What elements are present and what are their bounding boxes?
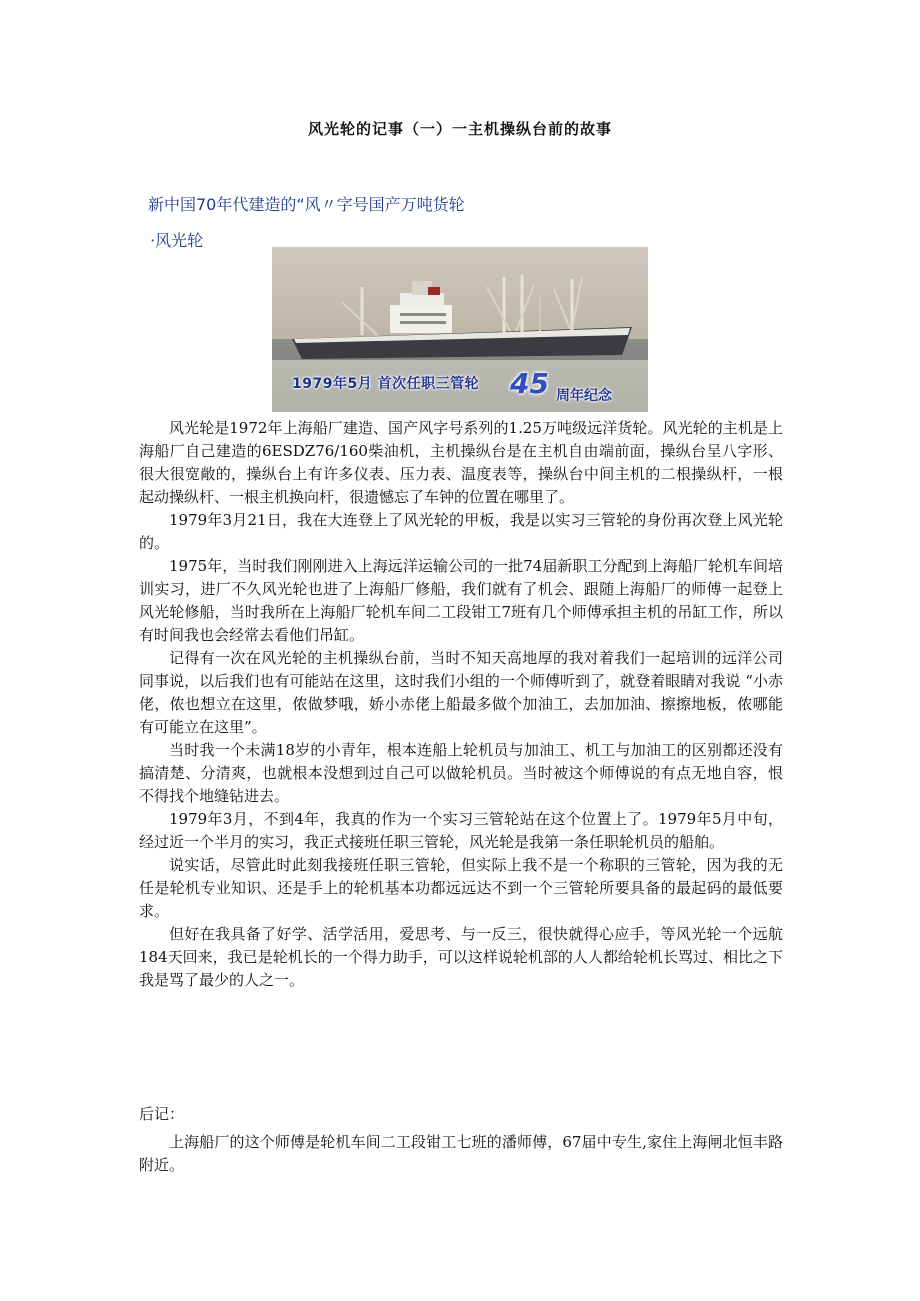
- afterword-paragraph: 上海船厂的这个师傅是轮机车间二工段钳工七班的潘师傅，67届中专生,家住上海闸北恒丰路附近。: [139, 1133, 783, 1174]
- paragraph: 说实话，尽管此时此刻我接班任职三管轮，但实际上我不是一个称职的三管轮，因为我的无任是轮机专业知识、还是手上的轮机基本功都远远达不到一个三管轮所要具备的最起码的最低要求。: [139, 856, 783, 920]
- paragraph: 风光轮是1972年上海船厂建造、国产风字号系列的1.25万吨级远洋货轮。风光轮的主机是上海船厂自己建造的6ESDZ76/160柴油机，主机操纵台是在主机自由端前面，操纵台呈八字形、很大很宽敞的，操纵台上有许多仪表、压力表、温度表等，操纵台中间主机的二根操纵杆，一根起动操纵杆、一根主机换向杆，很遗憾忘了车钟的位置在哪里了。: [139, 419, 783, 506]
- paragraph: 1979年3月，不到4年，我真的作为一个实习三管轮站在这个位置上了。1979年5月中旬，经过近一个半月的实习，我正式接班任职三管轮，风光轮是我第一条任职轮机员的船舶。: [139, 810, 783, 851]
- ship-photo: [272, 247, 648, 412]
- paragraph: 1979年3月21日，我在大连登上了风光轮的甲板，我是以实习三管轮的身份再次登上风光轮的。: [139, 511, 783, 552]
- paragraph: 1975年，当时我们刚刚进入上海远洋运输公司的一批74届新职工分配到上海船厂轮机车间培训实习，进厂不久风光轮也进了上海船厂修船，我们就有了机会、跟随上海船厂的师傅一起登上风光轮修船，当时我所在上海船厂轮机车间二工段钳工7班有几个师傅承担主机的吊缸工作，所以有时间我也会经常去看他们吊缸。: [139, 557, 783, 644]
- photo-banner-suffix: 周年纪念: [556, 388, 612, 404]
- paragraph: 记得有一次在风光轮的主机操纵台前，当时不知天高地厚的我对着我们一起培训的远洋公司同事说，以后我们也有可能站在这里，这时我们小组的一个师傅听到了，就登着眼睛对我说 “小赤佬，侬也想立在这里，侬做梦哦，娇小赤佬上船最多做个加油工，去加加油、擦擦地板，侬哪能有可能立在这里”。: [139, 649, 783, 736]
- photo-banner-text: 1979年5月 首次任职三管轮: [292, 376, 480, 392]
- photo-banner-number: 45: [510, 367, 549, 400]
- afterword: [139, 1131, 783, 1177]
- article-body: [139, 417, 783, 992]
- subtitle-line-2: ·风光轮: [150, 231, 204, 250]
- document-title: 风光轮的记事（一）一主机操纵台前的故事: [307, 120, 612, 138]
- subtitle-line-1: 新中国70年代建造的“风〃字号国产万吨货轮: [148, 195, 465, 214]
- afterword-heading: 后记：: [139, 1105, 185, 1123]
- paragraph: 当时我一个未满18岁的小青年，根本连船上轮机员与加油工、机工与加油工的区别都还没有搞清楚、分清爽，也就根本没想到过自己可以做轮机员。当时被这个师傅说的有点无地自容，恨不得找个地缝钻进去。: [139, 741, 783, 805]
- paragraph: 但好在我具备了好学、活学活用，爱思考、与一反三，很快就得心应手，等风光轮一个远航184天回来，我已是轮机长的一个得力助手，可以这样说轮机部的人人都给轮机长骂过、相比之下我是骂了最少的人之一。: [139, 925, 783, 989]
